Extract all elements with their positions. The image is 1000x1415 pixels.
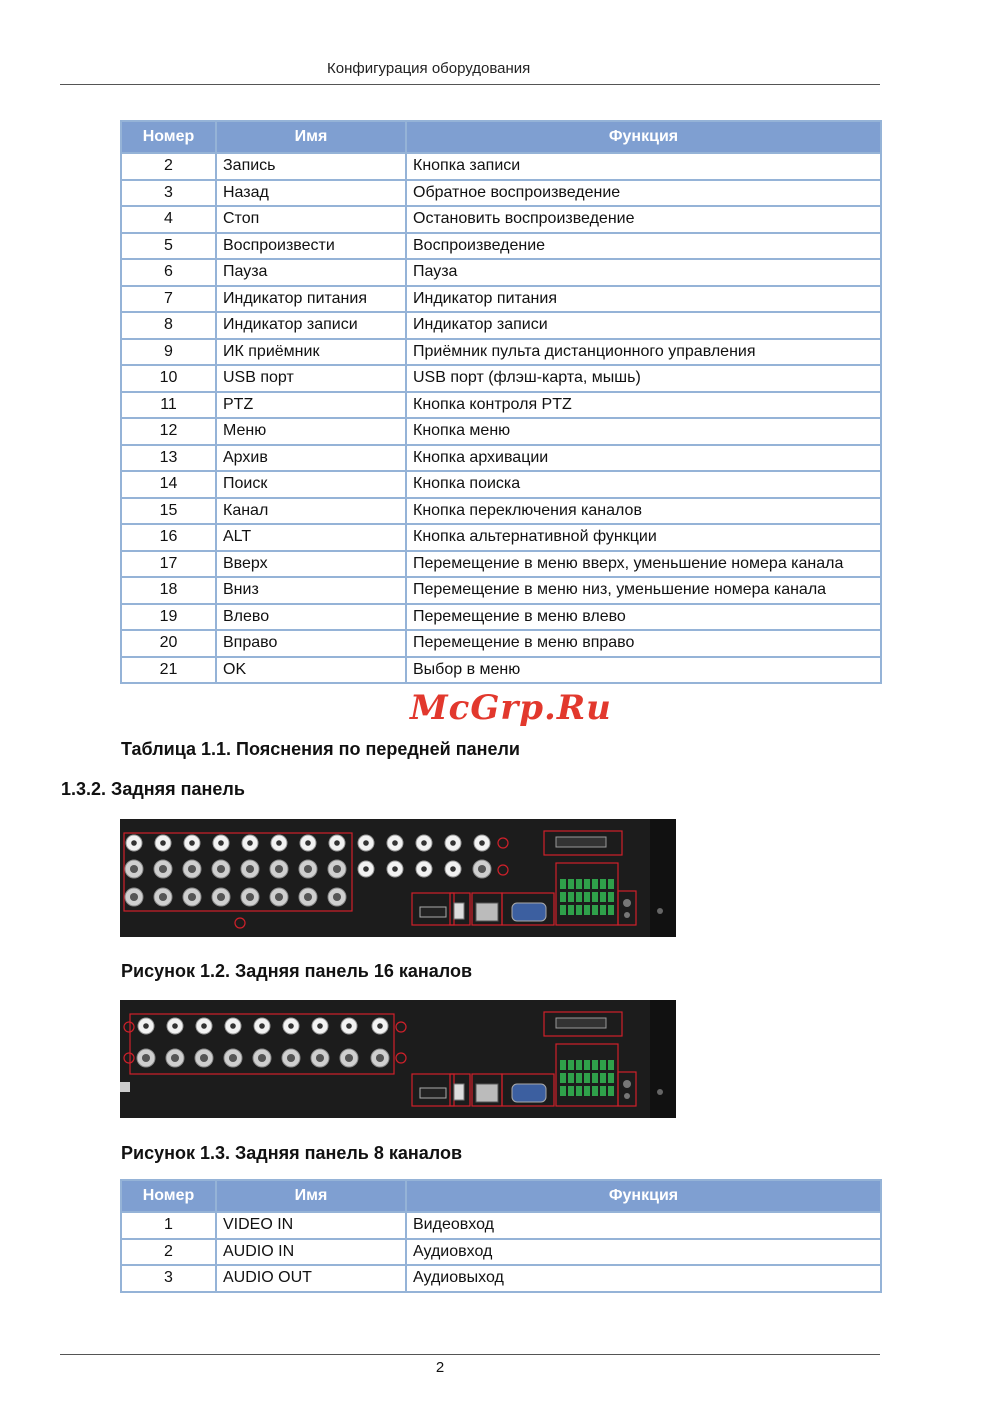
terminal-pin-icon: [600, 1073, 606, 1083]
cell-number: 16: [121, 524, 216, 551]
table-header-row: [121, 121, 881, 153]
front-panel-table-body: [121, 153, 881, 683]
cell-function: Перемещение в меню влево: [406, 604, 881, 631]
cell-name: Воспроизвести: [216, 233, 406, 260]
rca-connector-core: [160, 840, 166, 846]
cell-name: OK: [216, 657, 406, 684]
cell-function: Обратное воспроизведение: [406, 180, 881, 207]
table-row: [121, 339, 881, 366]
terminal-pin-icon: [584, 905, 590, 915]
bnc-connector-core: [275, 865, 283, 873]
table-row: [121, 418, 881, 445]
cell-name: Стоп: [216, 206, 406, 233]
terminal-pin-icon: [592, 1086, 598, 1096]
cell-function: Кнопка записи: [406, 153, 881, 180]
bnc-connector-core: [200, 1054, 208, 1062]
bnc-connector-core: [376, 1054, 384, 1062]
panel-edge: [650, 1000, 676, 1118]
rca-connector-core: [392, 840, 398, 846]
bnc-connector-core: [217, 865, 225, 873]
column-header-number: Номер: [121, 121, 216, 153]
usb-port-icon: [454, 903, 464, 919]
screw-icon: [657, 1089, 663, 1095]
bnc-connector-core: [130, 865, 138, 873]
cell-number: 2: [121, 153, 216, 180]
table-row: [121, 1265, 881, 1292]
rca-connector-core: [479, 840, 485, 846]
bnc-connector-core: [287, 1054, 295, 1062]
table-row: [121, 365, 881, 392]
rca-connector-core: [201, 1023, 207, 1029]
terminal-pin-icon: [568, 1073, 574, 1083]
bnc-connector-core: [130, 893, 138, 901]
cell-function: Кнопка переключения каналов: [406, 498, 881, 525]
rca-connector-core: [392, 866, 398, 872]
rca-connector-core: [421, 866, 427, 872]
cell-name: AUDIO OUT: [216, 1265, 406, 1292]
cell-name: Индикатор питания: [216, 286, 406, 313]
terminal-pin-icon: [584, 892, 590, 902]
cell-number: 5: [121, 233, 216, 260]
cell-name: Влево: [216, 604, 406, 631]
bnc-connector-core: [316, 1054, 324, 1062]
terminal-pin-icon: [608, 1060, 614, 1070]
cell-number: 20: [121, 630, 216, 657]
terminal-pin-icon: [600, 879, 606, 889]
screw-icon: [657, 908, 663, 914]
table-row: [121, 498, 881, 525]
cell-function: Индикатор питания: [406, 286, 881, 313]
table-row: [121, 524, 881, 551]
cell-number: 19: [121, 604, 216, 631]
cell-name: USB порт: [216, 365, 406, 392]
power-switch-icon: [624, 912, 630, 918]
cell-name: Назад: [216, 180, 406, 207]
cell-function: Перемещение в меню вверх, уменьшение номера канала: [406, 551, 881, 578]
rca-connector-core: [363, 840, 369, 846]
cell-function: Кнопка альтернативной функции: [406, 524, 881, 551]
cell-number: 4: [121, 206, 216, 233]
terminal-pin-icon: [600, 892, 606, 902]
footer-rule: [60, 1354, 880, 1355]
cell-function: Кнопка поиска: [406, 471, 881, 498]
rca-connector-core: [334, 840, 340, 846]
table-row: [121, 1239, 881, 1266]
cell-number: 18: [121, 577, 216, 604]
bnc-connector-core: [171, 1054, 179, 1062]
rca-connector-core: [377, 1023, 383, 1029]
figure8-caption: Рисунок 1.3. Задняя панель 8 каналов: [121, 1143, 463, 1163]
rear-panel-8ch-drawing: [120, 1000, 676, 1118]
cell-name: Вниз: [216, 577, 406, 604]
esata-port-icon: [556, 837, 606, 847]
bnc-connector-core: [304, 865, 312, 873]
bnc-connector-core: [188, 865, 196, 873]
table-header-row: [121, 1180, 881, 1212]
bnc-connector-core: [333, 865, 341, 873]
hdmi-port-icon: [420, 907, 446, 917]
cell-name: VIDEO IN: [216, 1212, 406, 1239]
bnc-connector-core: [246, 893, 254, 901]
column-header-name: Имя: [216, 121, 406, 153]
figure16-caption: Рисунок 1.2. Задняя панель 16 каналов: [121, 961, 473, 981]
terminal-pin-icon: [560, 892, 566, 902]
lan-port-icon: [476, 1084, 498, 1102]
bnc-connector-core: [345, 1054, 353, 1062]
terminal-pin-icon: [608, 879, 614, 889]
cell-name: Архив: [216, 445, 406, 472]
bnc-connector-core: [159, 893, 167, 901]
cell-name: Вверх: [216, 551, 406, 578]
table-row: [121, 471, 881, 498]
terminal-pin-icon: [584, 1073, 590, 1083]
terminal-pin-icon: [576, 879, 582, 889]
rca-connector-core: [230, 1023, 236, 1029]
rca-connector-core: [247, 840, 253, 846]
cell-name: ИК приёмник: [216, 339, 406, 366]
table-row: [121, 153, 881, 180]
bnc-connector-core: [159, 865, 167, 873]
power-switch-icon: [624, 1093, 630, 1099]
rear-panel-16ch-image: [120, 819, 676, 937]
cell-function: Выбор в меню: [406, 657, 881, 684]
terminal-pin-icon: [584, 1086, 590, 1096]
terminal-pin-icon: [576, 892, 582, 902]
rear-panel-8ch-image: [120, 1000, 676, 1118]
terminal-pin-icon: [568, 1060, 574, 1070]
front-panel-table: [120, 120, 882, 684]
table-row: [121, 286, 881, 313]
terminal-pin-icon: [576, 1086, 582, 1096]
terminal-pin-icon: [576, 1073, 582, 1083]
terminal-pin-icon: [600, 1086, 606, 1096]
bnc-connector-core: [304, 893, 312, 901]
table-row: [121, 577, 881, 604]
cell-name: PTZ: [216, 392, 406, 419]
cell-function: Пауза: [406, 259, 881, 286]
cell-name: Индикатор записи: [216, 312, 406, 339]
rca-connector-core: [305, 840, 311, 846]
table-row: [121, 312, 881, 339]
cell-function: Перемещение в меню низ, уменьшение номера канала: [406, 577, 881, 604]
rca-connector-core: [288, 1023, 294, 1029]
usb-port-icon: [454, 1084, 464, 1100]
terminal-pin-icon: [560, 1086, 566, 1096]
table-row: [121, 630, 881, 657]
rca-connector-core: [143, 1023, 149, 1029]
power-jack-icon: [623, 1080, 631, 1088]
vga-port-icon: [512, 1084, 546, 1102]
cell-number: 7: [121, 286, 216, 313]
terminal-pin-icon: [592, 1073, 598, 1083]
terminal-pin-icon: [568, 905, 574, 915]
terminal-pin-icon: [584, 1060, 590, 1070]
bnc-connector-core: [142, 1054, 150, 1062]
cell-number: 11: [121, 392, 216, 419]
rear-panel-table-body: [121, 1212, 881, 1292]
rca-connector-core: [189, 840, 195, 846]
cell-name: Вправо: [216, 630, 406, 657]
rca-connector-core: [218, 840, 224, 846]
cell-function: Кнопка контроля PTZ: [406, 392, 881, 419]
running-header-title: Конфигурация оборудования: [327, 60, 531, 77]
table-row: [121, 180, 881, 207]
cell-name: Запись: [216, 153, 406, 180]
terminal-pin-icon: [568, 1086, 574, 1096]
rear-panel-16ch-drawing: [120, 819, 676, 937]
cell-name: ALT: [216, 524, 406, 551]
power-jack-icon: [623, 899, 631, 907]
cell-number: 14: [121, 471, 216, 498]
bnc-connector-core: [333, 893, 341, 901]
bnc-connector-core: [188, 893, 196, 901]
page-number: 2: [435, 1359, 445, 1376]
terminal-pin-icon: [592, 905, 598, 915]
table-row: [121, 233, 881, 260]
terminal-pin-icon: [560, 1060, 566, 1070]
cell-function: Перемещение в меню вправо: [406, 630, 881, 657]
rca-connector-core: [450, 866, 456, 872]
cell-number: 17: [121, 551, 216, 578]
rca-connector-core: [363, 866, 369, 872]
terminal-pin-icon: [560, 879, 566, 889]
esata-port-icon: [556, 1018, 606, 1028]
terminal-pin-icon: [608, 905, 614, 915]
rca-connector-core: [317, 1023, 323, 1029]
cell-number: 10: [121, 365, 216, 392]
bnc-connector-core: [275, 893, 283, 901]
cell-number: 8: [121, 312, 216, 339]
screw-icon: [120, 1082, 130, 1092]
vga-port-icon: [512, 903, 546, 921]
terminal-pin-icon: [584, 879, 590, 889]
cell-number: 3: [121, 180, 216, 207]
terminal-pin-icon: [592, 892, 598, 902]
lan-port-icon: [476, 903, 498, 921]
cell-function: Аудиовыход: [406, 1265, 881, 1292]
cell-name: Меню: [216, 418, 406, 445]
cell-function: Индикатор записи: [406, 312, 881, 339]
table-row: [121, 445, 881, 472]
cell-number: 21: [121, 657, 216, 684]
column-header-number: Номер: [121, 1180, 216, 1212]
cell-name: Поиск: [216, 471, 406, 498]
cell-number: 1: [121, 1212, 216, 1239]
cell-number: 6: [121, 259, 216, 286]
table1-caption: Таблица 1.1. Пояснения по передней панели: [121, 739, 520, 759]
bnc-connector-core: [229, 1054, 237, 1062]
cell-name: Канал: [216, 498, 406, 525]
table-row: [121, 604, 881, 631]
terminal-pin-icon: [608, 892, 614, 902]
rca-connector-core: [421, 840, 427, 846]
bnc-connector-core: [246, 865, 254, 873]
cell-number: 2: [121, 1239, 216, 1266]
rca-connector-core: [259, 1023, 265, 1029]
cell-function: Кнопка меню: [406, 418, 881, 445]
cell-name: AUDIO IN: [216, 1239, 406, 1266]
table-row: [121, 206, 881, 233]
cell-name: Пауза: [216, 259, 406, 286]
rca-connector-core: [276, 840, 282, 846]
terminal-pin-icon: [600, 905, 606, 915]
column-header-function: Функция: [406, 121, 881, 153]
rca-connector-core: [346, 1023, 352, 1029]
terminal-pin-icon: [592, 1060, 598, 1070]
terminal-pin-icon: [568, 879, 574, 889]
terminal-pin-icon: [608, 1086, 614, 1096]
table-row: [121, 259, 881, 286]
section-heading: 1.3.2. Задняя панель: [61, 779, 245, 799]
terminal-pin-icon: [608, 1073, 614, 1083]
terminal-pin-icon: [592, 879, 598, 889]
bnc-connector-core: [217, 893, 225, 901]
bnc-connector-core: [478, 865, 486, 873]
rca-connector-core: [450, 840, 456, 846]
panel-edge: [650, 819, 676, 937]
cell-number: 12: [121, 418, 216, 445]
column-header-name: Имя: [216, 1180, 406, 1212]
cell-function: Видеовход: [406, 1212, 881, 1239]
cell-function: Остановить воспроизведение: [406, 206, 881, 233]
cell-function: Приёмник пульта дистанционного управления: [406, 339, 881, 366]
watermark: McGrp.Ru: [410, 688, 612, 728]
cell-number: 3: [121, 1265, 216, 1292]
header-rule: [60, 84, 880, 85]
terminal-pin-icon: [568, 892, 574, 902]
terminal-pin-icon: [560, 905, 566, 915]
column-header-function: Функция: [406, 1180, 881, 1212]
terminal-pin-icon: [600, 1060, 606, 1070]
terminal-pin-icon: [576, 905, 582, 915]
cell-function: Кнопка архивации: [406, 445, 881, 472]
cell-number: 15: [121, 498, 216, 525]
table-row: [121, 1212, 881, 1239]
terminal-pin-icon: [560, 1073, 566, 1083]
cell-number: 13: [121, 445, 216, 472]
table-row: [121, 551, 881, 578]
terminal-pin-icon: [576, 1060, 582, 1070]
cell-function: Аудиовход: [406, 1239, 881, 1266]
table-row: [121, 392, 881, 419]
rca-connector-core: [131, 840, 137, 846]
table-row: [121, 657, 881, 684]
rear-panel-table: [120, 1179, 882, 1293]
hdmi-port-icon: [420, 1088, 446, 1098]
rca-connector-core: [172, 1023, 178, 1029]
cell-function: Воспроизведение: [406, 233, 881, 260]
bnc-connector-core: [258, 1054, 266, 1062]
cell-function: USB порт (флэш-карта, мышь): [406, 365, 881, 392]
cell-number: 9: [121, 339, 216, 366]
